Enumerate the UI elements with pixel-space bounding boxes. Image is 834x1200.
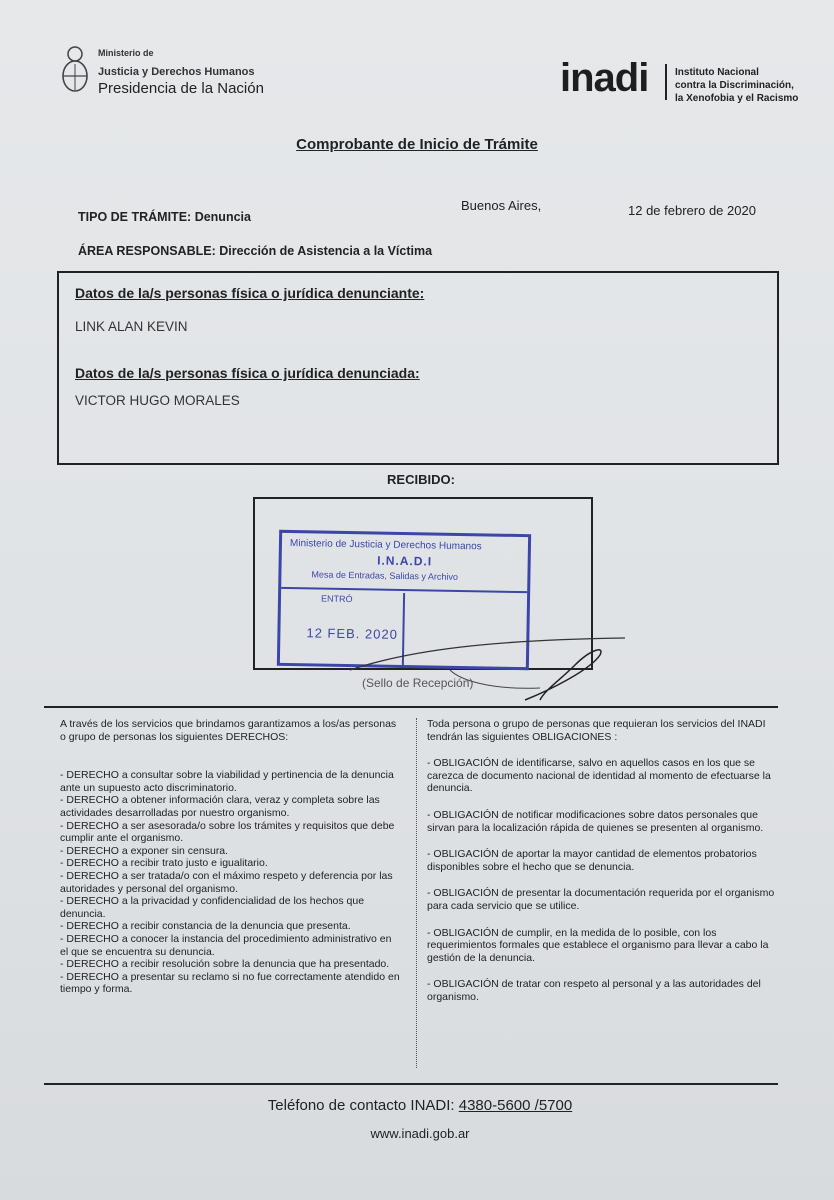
area-value: Dirección de Asistencia a la Víctima [219, 244, 433, 258]
tipo-label: TIPO DE TRÁMITE: [78, 210, 192, 224]
document-title [0, 136, 834, 153]
rights-item: - DERECHO a ser tratada/o con el máximo respeto y deferencia por las autoridades y personal del organismo. [60, 869, 393, 895]
denunciada-title: Datos de la/s personas física o jurídica denunciada: [75, 365, 420, 381]
coat-of-arms-icon [60, 44, 90, 96]
rights-item: - DERECHO a recibir trato justo e igualitario. [60, 857, 268, 870]
obligations-item: - OBLIGACIÓN de notificar modificaciones sobre datos personales que sirvan para la localización rápida de quienes se presenten al organismo. [427, 808, 764, 834]
contact-phone [0, 1097, 834, 1114]
rights-item: - DERECHO a recibir resolución sobre la denuncia que ha presentado. [60, 958, 390, 971]
obligations-item: - OBLIGACIÓN de identificarse, salvo en aquellos casos en los que se carezca de documento nacional de identidad al momento de efectuarse la denuncia. [427, 757, 771, 795]
obligations-item: - OBLIGACIÓN de cumplir, en la medida de lo posible, con los requerimientos formales que establece el organismo para llevar a cabo la gestión de la denuncia. [427, 926, 769, 964]
city: Buenos Aires, [461, 198, 542, 213]
obligations-item: - OBLIGACIÓN de tratar con respeto al personal y a las autoridades del organismo. [427, 978, 761, 1003]
rights-column [60, 718, 400, 996]
inadi-line2: contra la Discriminación, [675, 80, 794, 91]
rights-item: - DERECHO a conocer la instancia del procedimiento administrativo en el que se encuentra su denuncia. [60, 932, 392, 958]
stamp-line2: I.N.A.D.I [377, 553, 433, 569]
stamp-caption: (Sello de Recepción) [362, 676, 474, 690]
phone-label: Teléfono de contacto INADI: [267, 1097, 455, 1114]
signature-icon [350, 630, 630, 710]
inadi-logo [560, 58, 810, 108]
date: 12 de febrero de 2020 [628, 203, 756, 218]
ministry-line2: Justicia y Derechos Humanos [98, 66, 255, 78]
logo-divider [665, 64, 667, 100]
rights-item: - DERECHO a ser asesorada/o sobre los trámites y requisitos que debe cumplir ante el organismo. [60, 819, 395, 845]
parties-box [57, 271, 779, 465]
phone-number: 4380-5600 /5700 [458, 1097, 573, 1114]
rights-item: - DERECHO a exponer sin censura. [60, 844, 229, 857]
area-label: ÁREA RESPONSABLE: [78, 244, 216, 258]
rights-item: - DERECHO a consultar sobre la viabilidad y pertinencia de la denuncia ante un supuesto acto discriminatorio. [60, 769, 394, 794]
obligations-intro: Toda persona o grupo de personas que requieran los servicios del INADI tendrán las siguientes OBLIGACIONES : [427, 718, 766, 743]
rights-item: - DERECHO a presentar su reclamo si no fue correctamente atendido en tiempo y forma. [60, 970, 400, 996]
stamp-line3: Mesa de Entradas, Salidas y Archivo [311, 569, 459, 582]
bottom-divider [44, 1083, 778, 1085]
rights-intro: A través de los servicios que brindamos garantizamos a los/as personas o grupo de personas los siguientes DERECHOS: [60, 718, 397, 743]
area-responsable [78, 244, 432, 258]
rights-item: - DERECHO a la privacidad y confidencialidad de los hechos que denuncia. [60, 895, 365, 920]
stamp-entro: ENTRÓ [320, 593, 353, 605]
inadi-line3: la Xenofobia y el Racismo [675, 93, 799, 104]
obligations-column [427, 718, 777, 1004]
rights-item: - DERECHO a obtener información clara, veraz y completa sobre las actividades desarrolladas por nuestro organismo. [60, 794, 380, 819]
denunciante-title: Datos de la/s personas física o jurídica denunciante: [75, 285, 425, 301]
obligations-item: - OBLIGACIÓN de aportar la mayor cantidad de elementos probatorios disponibles sobre el hecho que se denuncia. [427, 848, 757, 873]
stamp-date: 12 FEB. 2020 [306, 625, 399, 642]
denunciante-value: LINK ALAN KEVIN [75, 319, 188, 334]
inadi-line1: Instituto Nacional [675, 67, 759, 78]
document-title-text: Comprobante de Inicio de Trámite [296, 136, 538, 153]
inadi-wordmark: inadi [560, 56, 649, 100]
tipo-tramite [78, 210, 251, 224]
stamp-line1: Ministerio de Justicia y Derechos Humanos [289, 538, 482, 553]
website-link[interactable]: www.inadi.gob.ar [370, 1126, 470, 1141]
ministry-line1: Ministerio de [98, 48, 154, 58]
rights-obligations-section [44, 718, 778, 1083]
recibido-label: RECIBIDO: [387, 472, 455, 487]
tipo-value: Denuncia [194, 210, 251, 224]
rights-item: - DERECHO a recibir constancia de la denuncia que presenta. [60, 920, 351, 933]
ministry-header [60, 40, 300, 102]
denunciada-value: VICTOR HUGO MORALES [75, 393, 240, 408]
ministry-line3: Presidencia de la Nación [98, 80, 264, 97]
top-divider [44, 706, 778, 708]
obligations-item: - OBLIGACIÓN de presentar la documentación requerida por el organismo para cada servicio que se utilice. [427, 887, 775, 912]
